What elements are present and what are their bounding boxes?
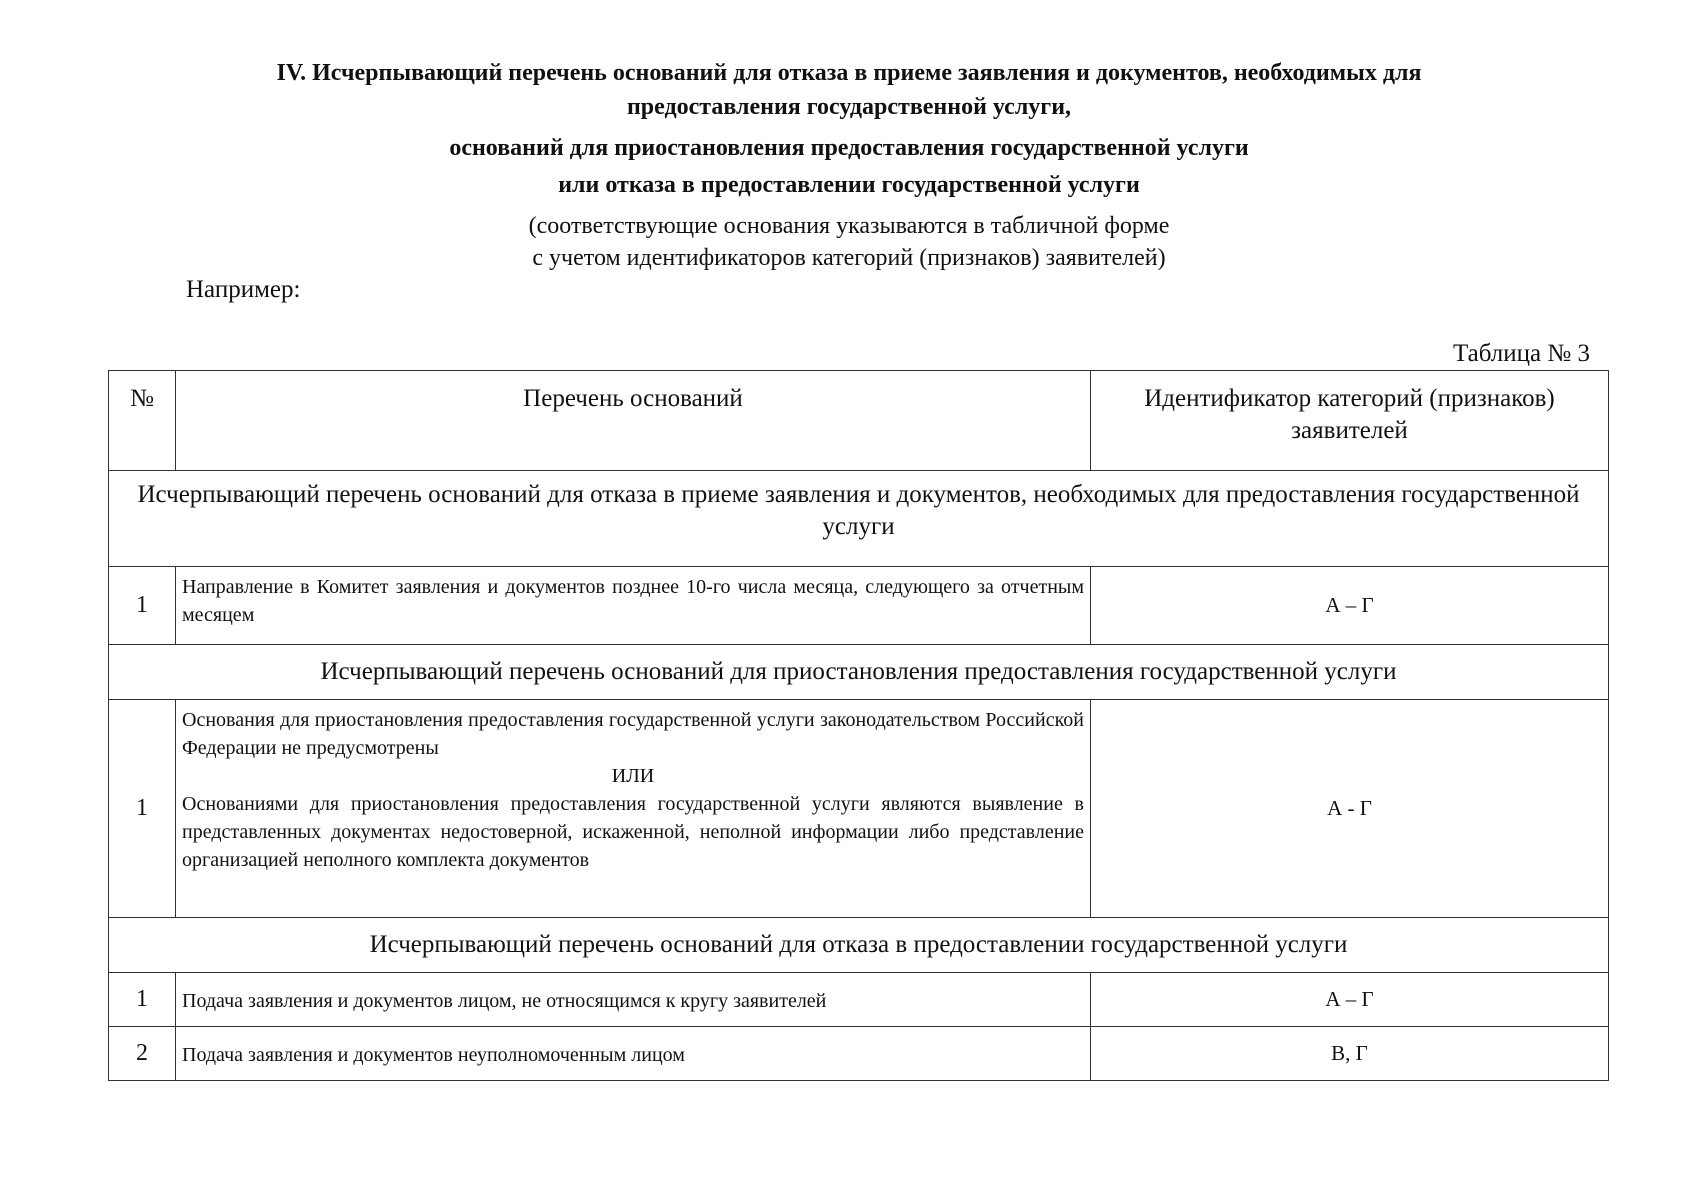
table-number-label: Таблица № 3 xyxy=(1452,340,1590,367)
section-row-suspension xyxy=(109,645,1609,700)
row-number: 1 xyxy=(109,567,176,645)
section-title: Исчерпывающий перечень оснований для приостановления предоставления государственной услуги xyxy=(109,645,1609,700)
row-grounds-text: Подача заявления и документов лицом, не относящимся к кругу заявителей xyxy=(176,973,1091,1027)
row-identifier: В, Г xyxy=(1091,1027,1609,1081)
section-title: Исчерпывающий перечень оснований для отказа в приеме заявления и документов, необходимых для предоставления государственной услуги xyxy=(109,471,1609,567)
table-row xyxy=(109,1027,1609,1081)
section-heading-line-4: или отказа в предоставлении государственной услуги xyxy=(558,172,1140,198)
heading-note-line-2: с учетом идентификаторов категорий (признаков) заявителей) xyxy=(532,245,1166,271)
or-separator: ИЛИ xyxy=(611,765,655,787)
section-heading-line-1: IV. Исчерпывающий перечень оснований для отказа в приеме заявления и документов, необходимых для xyxy=(276,60,1422,86)
row-grounds-text: Направление в Комитет заявления и документов позднее 10-го числа месяца, следующего за отчетным месяцем xyxy=(176,567,1091,645)
row-grounds-text-a: Основания для приостановления предоставления государственной услуги законодательством Российской Федерации не предусмотрены xyxy=(182,709,1084,759)
table-row xyxy=(109,700,1609,918)
table-row xyxy=(109,567,1609,645)
heading-note-line-1: (соответствующие основания указываются в табличной форме xyxy=(528,213,1170,239)
row-identifier: А – Г xyxy=(1091,973,1609,1027)
header-identifier: Идентификатор категорий (признаков) заявителей xyxy=(1091,371,1609,471)
section-heading-line-3: оснований для приостановления предоставления государственной услуги xyxy=(449,135,1249,161)
row-grounds-text xyxy=(176,700,1091,918)
row-identifier: А – Г xyxy=(1091,567,1609,645)
header-grounds: Перечень оснований xyxy=(176,371,1091,471)
section-row-refusal-acceptance xyxy=(109,471,1609,567)
row-grounds-text-b: Основаниями для приостановления предоставления государственной услуги являются выявление в представленных документах недостоверной, искаженной, неполной информации либо представление организацией неполного комплекта документов xyxy=(182,793,1084,871)
row-number: 2 xyxy=(109,1027,176,1081)
row-number: 1 xyxy=(109,700,176,918)
header-number: № xyxy=(109,371,176,471)
table-header-row xyxy=(109,371,1609,471)
row-identifier: А - Г xyxy=(1091,700,1609,918)
example-label: Например: xyxy=(186,276,301,303)
section-row-refusal-service xyxy=(109,918,1609,973)
grounds-table xyxy=(108,370,1609,1081)
table-row xyxy=(109,973,1609,1027)
section-title: Исчерпывающий перечень оснований для отказа в предоставлении государственной услуги xyxy=(109,918,1609,973)
section-heading-line-2: предоставления государственной услуги, xyxy=(626,94,1072,120)
row-grounds-text: Подача заявления и документов неуполномоченным лицом xyxy=(176,1027,1091,1081)
row-number: 1 xyxy=(109,973,176,1027)
